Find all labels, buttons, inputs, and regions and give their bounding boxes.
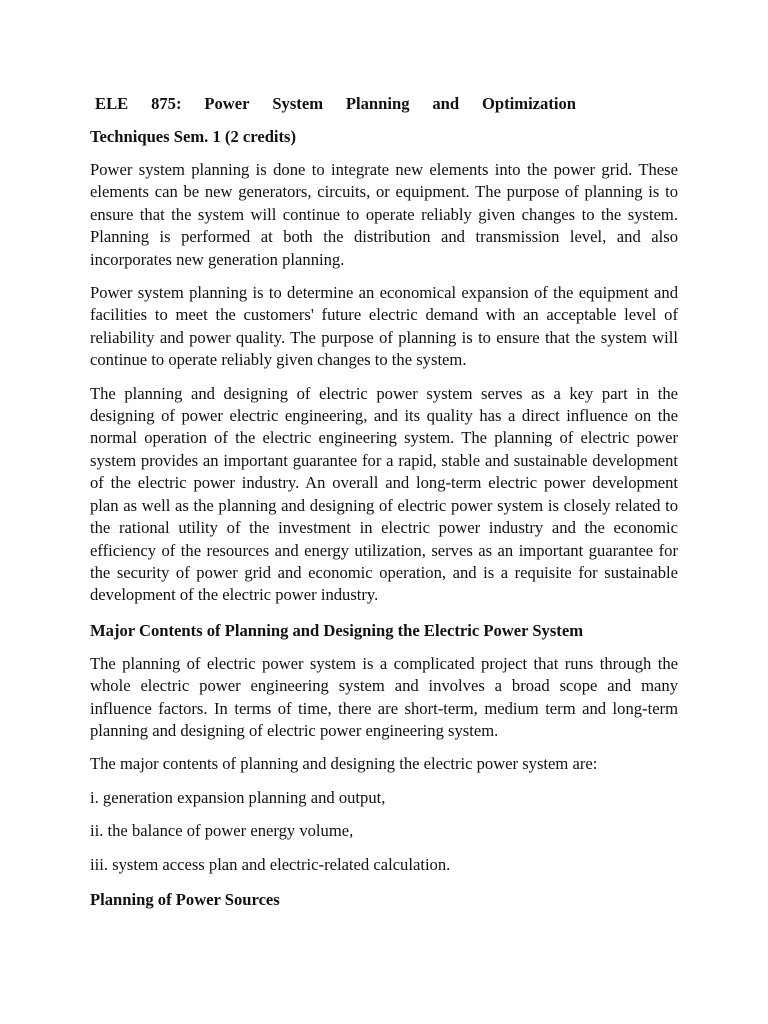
document-subtitle: Techniques Sem. 1 (2 credits): [90, 127, 297, 146]
paragraph: Power system planning is done to integrate new elements into the power grid. These elements can be new generators, circuits, or equipment. The purpose of planning is to ensure that the system will continue to operate reliably given changes to the system. Planning is performed at both the distribution and transmission level, and also incorporates new generation planning.: [90, 160, 678, 269]
title-word: ELE: [95, 94, 129, 113]
list-item: ii. the balance of power energy volume,: [90, 821, 354, 841]
section-heading: Major Contents of Planning and Designing the Electric Power System: [90, 620, 584, 640]
section-heading: Planning of Power Sources: [90, 889, 280, 909]
title-word: Power: [204, 94, 250, 113]
title-word: Optimization: [481, 94, 576, 113]
paragraph: The major contents of planning and designing the electric power system are:: [90, 754, 598, 774]
title-word: 875:: [151, 94, 182, 113]
paragraph: The planning of electric power system is a complicated project that runs through the whole electric power engineering system and involves a broad scope and many influence factors. In terms of time, there are short-term, medium term and long-term planning and designing of electric power engineering system.: [90, 653, 678, 740]
title-word: System: [272, 94, 324, 113]
paragraph: The planning and designing of electric power system serves as a key part in the designing of power electric engineering, and its quality has a direct influence on the normal operation of the electric engineering system. The planning of electric power system provides an important guarantee for a rapid, stable and sustainable development of the electric power industry. An overall and long-term electric power development plan as well as the planning and designing of electric power system is closely related to the rational utility of the investment in electric power industry and the economic efficiency of the resources and energy utilization, serves as an important guarantee for the security of power grid and economic operation, and is a requisite for sustainable development of the electric power industry.: [90, 383, 678, 605]
list-item: iii. system access plan and electric-related calculation.: [90, 854, 451, 874]
document-title: [90, 92, 576, 115]
list-item: i. generation expansion planning and output,: [90, 787, 386, 807]
paragraph: Power system planning is to determine an economical expansion of the equipment and facilities to meet the customers' future electric demand with an acceptable level of reliability and power quality. The purpose of planning is to ensure that the system will continue to operate reliably given changes to the system.: [90, 283, 678, 370]
title-word: Planning: [345, 94, 410, 113]
document-page: [90, 92, 678, 911]
title-word: and: [432, 94, 460, 113]
